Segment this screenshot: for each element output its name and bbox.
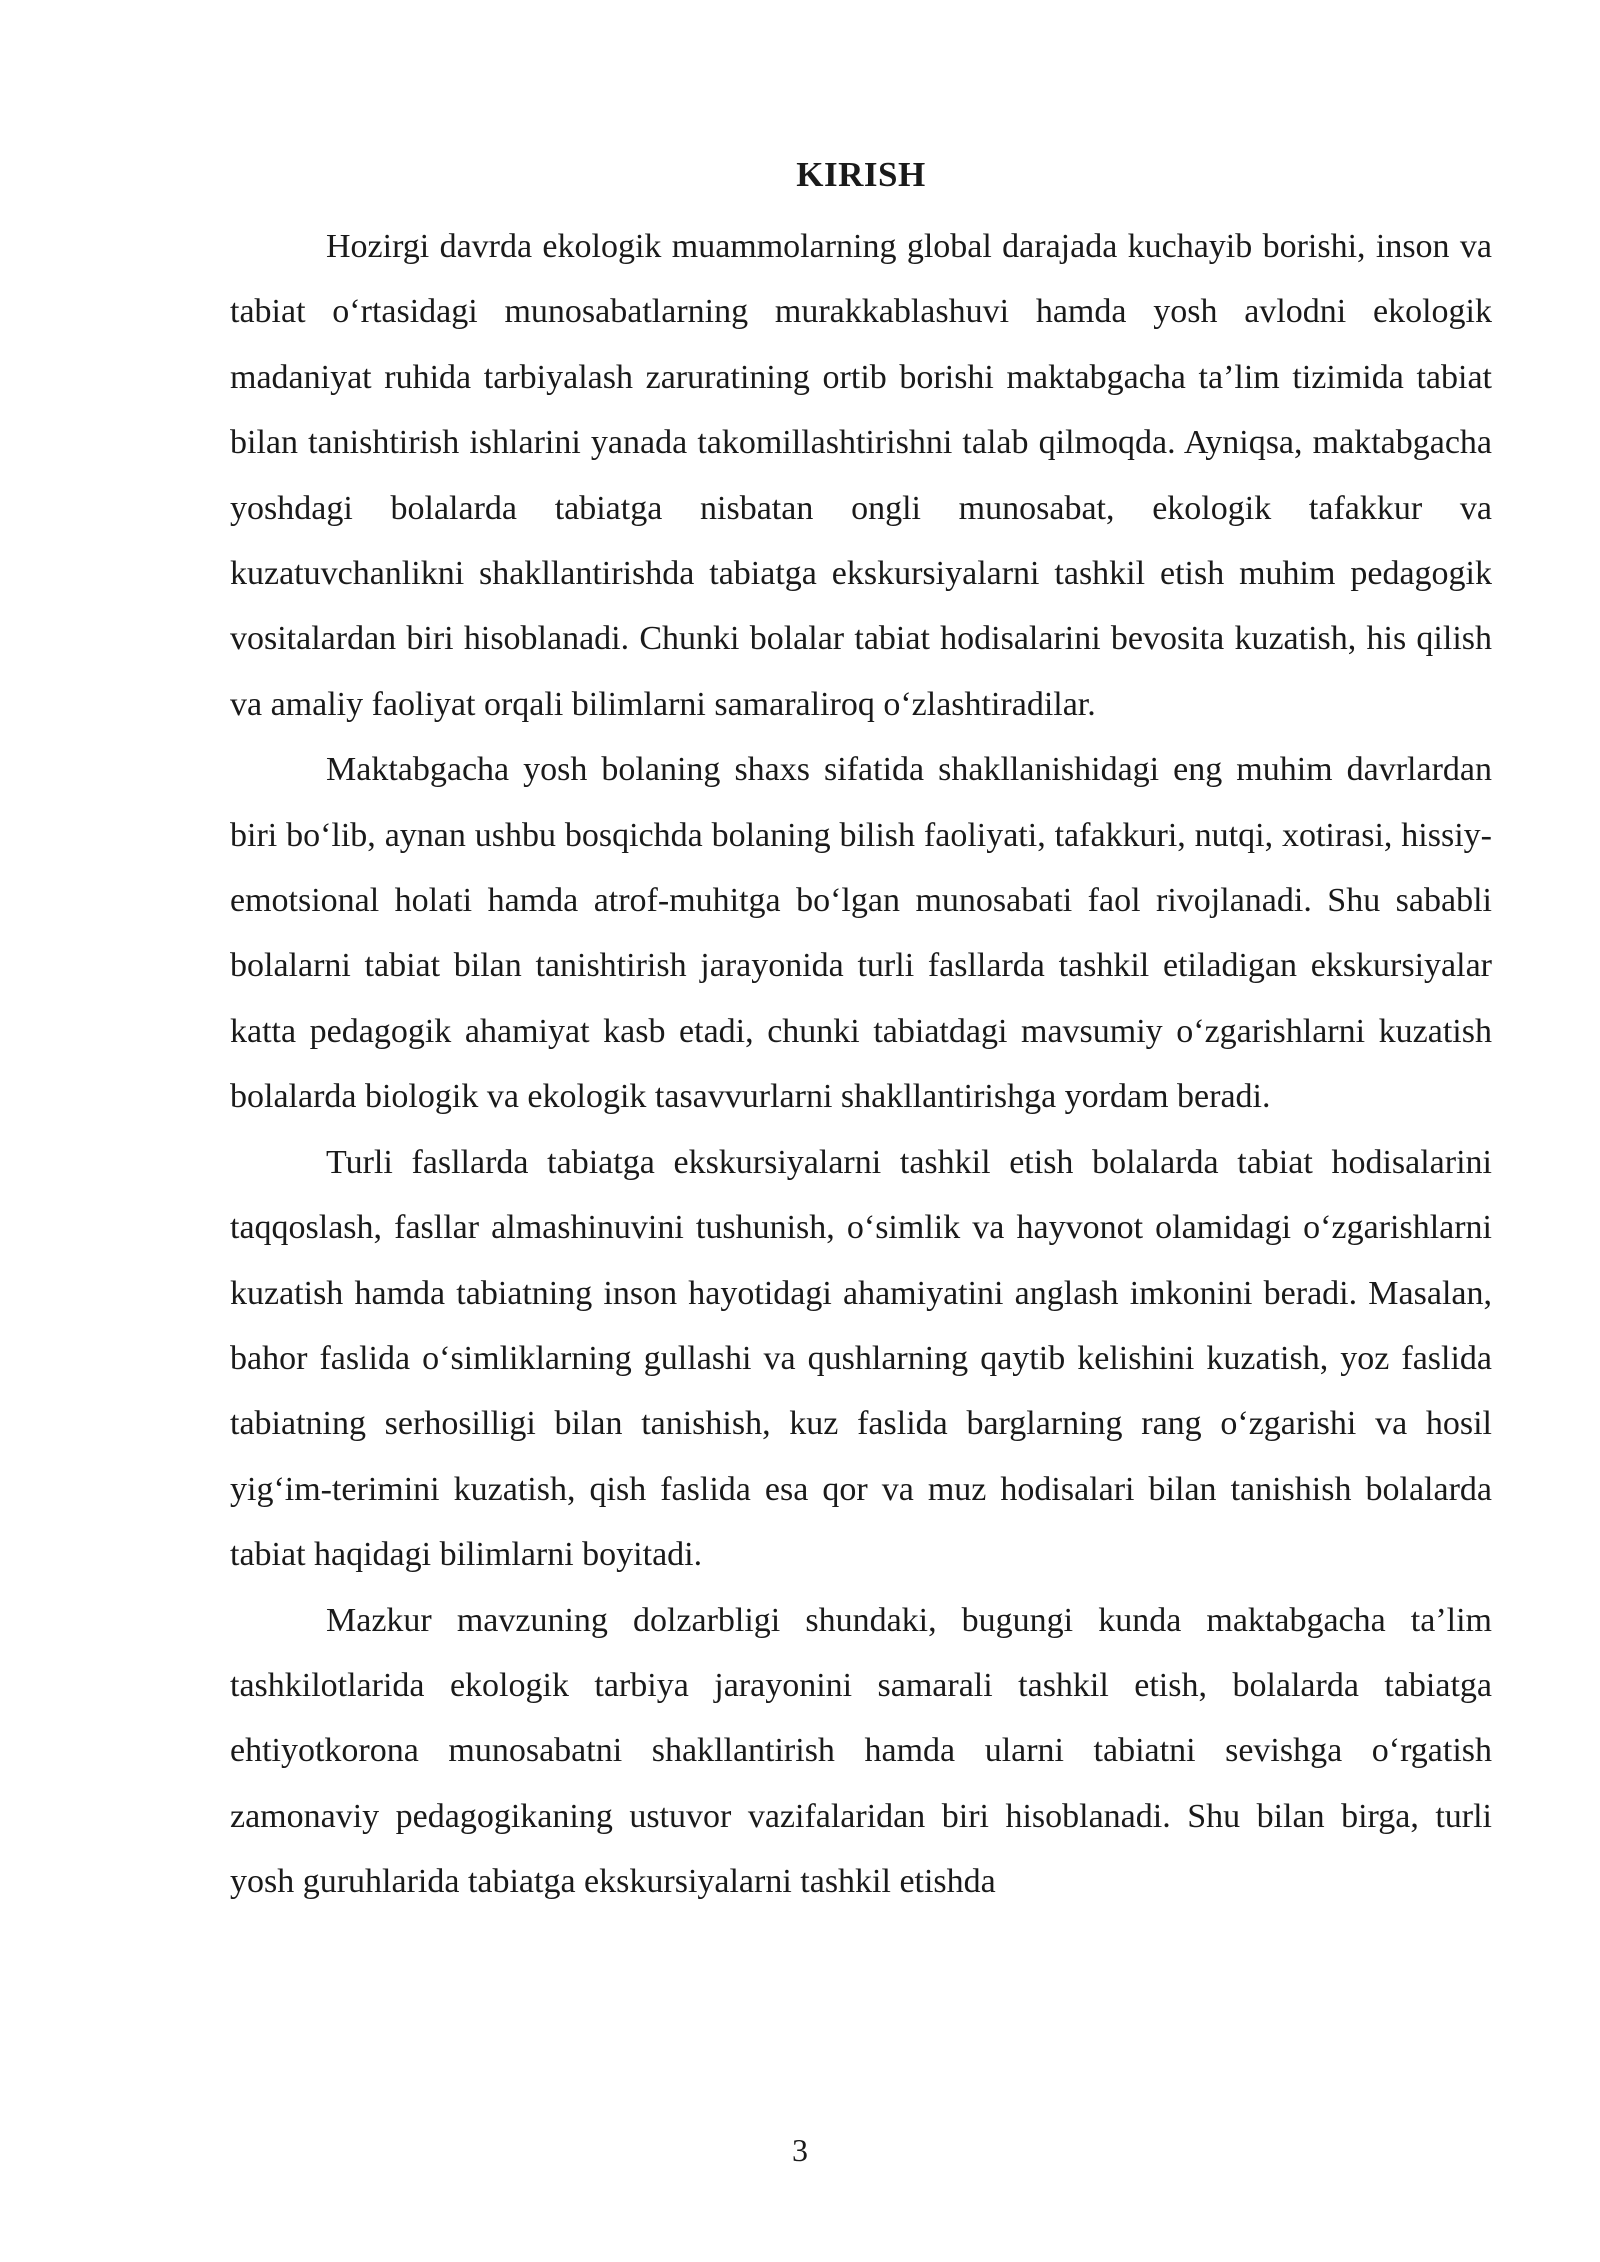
paragraph-2: Maktabgacha yosh bolaning shaxs sifatida shakllanishidagi eng muhim davrlardan biri bo‘lib, aynan ushbu bosqichda bolaning bilish faoliyati, tafakkuri, nutqi, xotirasi, hissiy-emotsional holati hamda atrof-muhitga bo‘lgan munosabati faol rivojlanadi. Shu sababli bolalarni tabiat bilan tanishtirish jarayonida turli fasllarda tashkil etiladigan ekskursiyalar katta pedagogik ahamiyat kasb etadi, chunki tabiatdagi mavsumiy o‘zgarishlarni kuzatish bolalarda biologik va ekologik tasavvurlarni shakllantirishga yordam beradi. (230, 751, 1492, 1116)
paragraph-3: Turli fasllarda tabiatga ekskursiyalarni tashkil etish bolalarda tabiat hodisalarini taqqoslash, fasllar almashinuvini tushunish, o‘simlik va hayvonot olamidagi o‘zgarishlarni kuzatish hamda tabiatning inson hayotidagi ahamiyatini anglash imkonini beradi. Masalan, bahor faslida o‘simliklarning gullashi va qushlarning qaytib kelishini kuzatish, yoz faslida tabiatning serhosilligi bilan tanishish, kuz faslida barglarning rang o‘zgarishi va hosil yig‘im-terimini kuzatish, qish faslida esa qor va muz hodisalari bilan tanishish bolalarda tabiat haqidagi bilimlarni boyitadi. (230, 1143, 1492, 1574)
page-number: 3 (792, 2132, 808, 2168)
paragraph-4: Mazkur mavzuning dolzarbligi shundaki, bugungi kunda maktabgacha ta’lim tashkilotlarida ekologik tarbiya jarayonini samarali tashkil etish, bolalarda tabiatga ehtiyotkorona munosabatni shakllantirish hamda ularni tabiatni sevishga o‘rgatish zamonaviy pedagogikaning ustuvor vazifalaridan biri hisoblanadi. Shu bilan birga, turli yosh guruhlarida tabiatga ekskursiyalarni tashkil etishda (230, 1601, 1492, 1901)
document-page (230, 150, 1492, 1915)
section-heading: KIRISH (796, 155, 926, 194)
paragraph-1: Hozirgi davrda ekologik muammolarning global darajada kuchayib borishi, inson va tabiat o‘rtasidagi munosabatlarning murakkablashuvi hamda yosh avlodni ekologik madaniyat ruhida tarbiyalash zaruratining ortib borishi maktabgacha ta’lim tizimida tabiat bilan tanishtirish ishlarini yanada takomillashtirishni talab qilmoqda. Ayniqsa, maktabgacha yoshdagi bolalarda tabiatga nisbatan ongli munosabat, ekologik tafakkur va kuzatuvchanlikni shakllantirishda tabiatga ekskursiyalarni tashkil etish muhim pedagogik vositalardan biri hisoblanadi. Chunki bolalar tabiat hodisalarini bevosita kuzatish, his qilish va amaliy faoliyat orqali bilimlarni samaraliroq o‘zlashtiradilar. (230, 228, 1492, 723)
